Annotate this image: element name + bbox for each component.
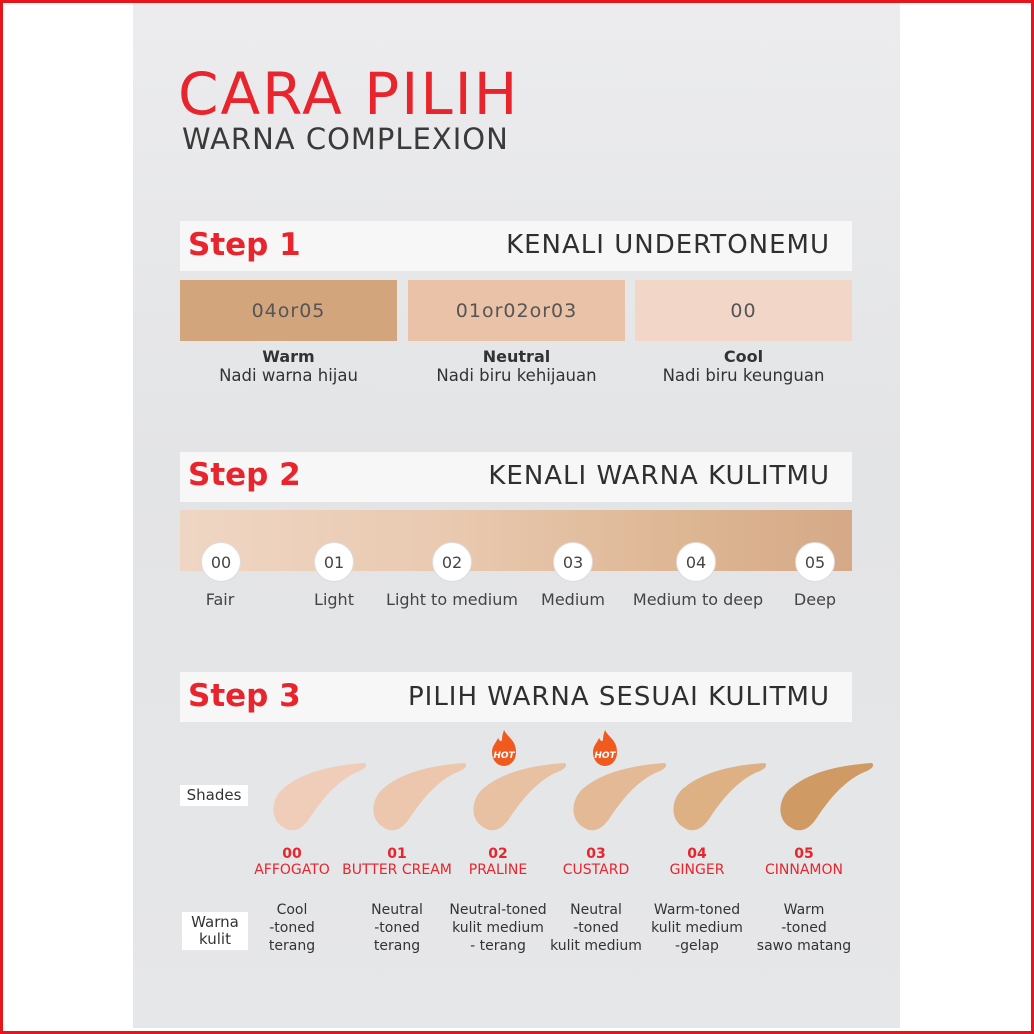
shade-smear-01	[365, 757, 475, 839]
step2-label: Step 2	[188, 457, 301, 493]
warna-kulit-line1: Warna	[191, 913, 239, 931]
skin-desc-01: Neutral -toned terang	[371, 902, 423, 954]
skin-desc-00: Cool -toned terang	[268, 902, 316, 954]
shade-code: 03	[586, 846, 606, 862]
undertone-neutral	[408, 347, 625, 385]
shade-name: CUSTARD	[562, 862, 630, 878]
shade-name: PRALINE	[468, 862, 528, 878]
skin-level-badge: 02	[432, 542, 472, 582]
page-title: CARA PILIH	[178, 60, 520, 128]
step1-label: Step 1	[188, 227, 301, 263]
step3-label: Step 3	[188, 678, 301, 714]
skin-desc-04: Warm-toned kulit medium -gelap	[651, 902, 743, 954]
shade-code: 04	[687, 846, 707, 862]
undertone-desc: Nadi biru kehijauan	[436, 366, 597, 385]
skin-tone-gradient	[180, 510, 852, 571]
undertone-warm	[180, 347, 397, 385]
page-subtitle: WARNA COMPLEXION	[182, 122, 509, 156]
skin-level-name: Light to medium	[386, 590, 518, 609]
shade-name: CINNAMON	[765, 862, 843, 878]
undertone-desc: Nadi biru keunguan	[662, 366, 825, 385]
shade-name: GINGER	[669, 862, 725, 878]
undertone-name: Warm	[262, 347, 315, 366]
shade-smear-03	[565, 757, 675, 839]
hot-badge-text: HOT	[493, 751, 515, 761]
skin-level-badge: 00	[201, 542, 241, 582]
hot-flame-icon	[587, 728, 623, 768]
hot-flame-icon	[486, 728, 522, 768]
skin-desc-02: Neutral-toned kulit medium - terang	[449, 902, 547, 954]
shade-code: 01	[387, 846, 407, 862]
swatch-neutral: 01or02or03	[408, 280, 625, 341]
step2-title: KENALI WARNA KULITMU	[488, 461, 830, 491]
shade-05	[744, 846, 864, 878]
swatch-cool: 00	[635, 280, 852, 341]
step1-title: KENALI UNDERTONEMU	[506, 230, 830, 260]
skin-desc-03: Neutral -toned kulit medium	[550, 902, 642, 954]
skin-level-name: Deep	[793, 590, 837, 609]
swatch-warm: 04or05	[180, 280, 397, 341]
shade-04	[637, 846, 757, 878]
skin-level-name: Medium to deep	[632, 590, 764, 609]
skin-level-badge: 05	[795, 542, 835, 582]
shade-code: 00	[282, 846, 302, 862]
undertone-desc: Nadi warna hijau	[219, 366, 358, 385]
shade-code: 02	[488, 846, 508, 862]
shade-code: 05	[794, 846, 814, 862]
skin-level-badge: 04	[676, 542, 716, 582]
shade-smear-05	[772, 757, 882, 839]
step3-title: PILIH WARNA SESUAI KULITMU	[407, 682, 830, 712]
shade-smear-02	[465, 757, 575, 839]
shade-00	[232, 846, 352, 878]
skin-level-badge: 01	[314, 542, 354, 582]
undertone-name: Neutral	[482, 347, 551, 366]
shade-name: AFFOGATO	[254, 862, 330, 878]
shade-name: BUTTER CREAM	[342, 862, 452, 878]
skin-desc-05: Warm -toned sawo matang	[756, 902, 852, 954]
undertone-name: Cool	[723, 347, 764, 366]
skin-level-name: Light	[314, 590, 354, 609]
skin-level-name: Medium	[541, 590, 605, 609]
skin-level-badge: 03	[553, 542, 593, 582]
skin-level-name: Fair	[205, 590, 235, 609]
shade-smear-00	[265, 757, 375, 839]
shades-label: Shades	[180, 785, 248, 806]
undertone-cool	[635, 347, 852, 385]
shade-smear-04	[665, 757, 775, 839]
hot-badge-text: HOT	[594, 751, 616, 761]
warna-kulit-line2: kulit	[199, 930, 231, 948]
